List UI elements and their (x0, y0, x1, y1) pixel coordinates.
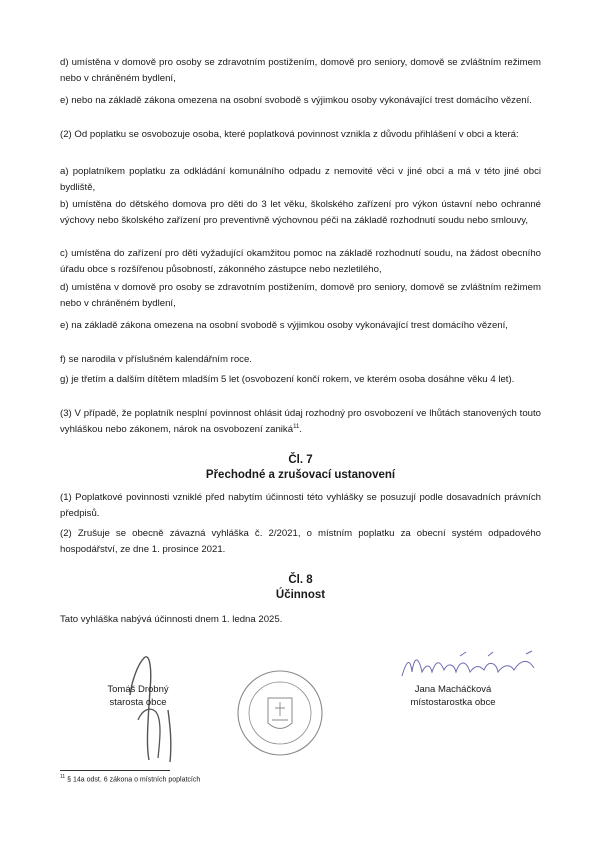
paragraph-d-1: d) umístěna v domově pro osoby se zdravotním postižením, domově pro seniory, domově se zvláštním režimem nebo v chráněném bydlení, (60, 57, 541, 84)
footnote-marker: 11 (60, 774, 66, 780)
paragraph-3-text: (3) V případě, že poplatník nesplní povinnost ohlásit údaj rozhodný pro osvobození ve lhůtách stanovených touto vyhláškou nebo zákonem, nárok na osvobození zaniká (60, 408, 541, 435)
paragraph-e-2: e) na základě zákona omezena na osobní svobodě s výjimkou osoby vykonávající trest domácího vězení, (60, 320, 508, 331)
signer-left-name: Tomáš Drobný (107, 684, 169, 695)
signer-right-name: Jana Macháčková (414, 684, 492, 695)
paragraph-a: a) poplatníkem poplatku za odkládání komunálního odpadu z nemovité věci v jiné obci a má v této jiné obci bydliště, (60, 166, 541, 193)
signer-right-role: místostarostka obce (410, 697, 496, 708)
signature-right-image (400, 650, 540, 686)
municipal-stamp-image (235, 668, 325, 758)
effective-date-text: Tato vyhláška nabývá účinnosti dnem 1. ledna 2025. (60, 614, 283, 625)
paragraph-c: c) umístěna do zařízení pro děti vyžadující okamžitou pomoc na základě rozhodnutí soudu, na žádost obecního úřadu obce s rozšířenou působností, zákonného zástupce nebo nezletilého, (60, 248, 541, 275)
article-7-paragraph-1: (1) Poplatkové povinnosti vzniklé před nabytím účinnosti této vyhlášky se posuzují podle dosavadních právních předpisů. (60, 492, 541, 519)
paragraph-d-2: d) umístěna v domově pro osoby se zdravotním postižením, domově pro seniory, domově se zvláštním režimem nebo v chráněném bydlení, (60, 282, 541, 309)
footnote-text: § 14a odst. 6 zákona o místních poplatcích (67, 776, 201, 784)
paragraph-f: f) se narodila v příslušném kalendářním roce. (60, 354, 252, 365)
article-7-title: Přechodné a zrušovací ustanovení (205, 469, 396, 481)
paragraph-e-1: e) nebo na základě zákona omezena na osobní svobodě s výjimkou osoby vykonávající trest domácího vězení. (60, 95, 532, 106)
footnote-reference: 11 (293, 423, 300, 430)
paragraph-2-exemption: (2) Od poplatku se osvobozuje osoba, které poplatková povinnost vznikla z důvodu přihlášení v obci a která: (60, 129, 519, 140)
footnote (60, 773, 200, 784)
paragraph-3-deadline: (3) V případě, že poplatník nesplní povinnost ohlásit údaj rozhodný pro osvobození ve lhůtách stanovených touto vyhláškou nebo zákonem, nárok na osvobození zaniká$^{11}$. (60, 408, 541, 435)
signer-left-role: starosta obce (109, 697, 167, 708)
paragraph-b: b) umístěna do dětského domova pro děti do 3 let věku, školského zařízení pro výkon ústavní nebo ochranné výchovy nebo školského zařízení pro preventivně výchovnou péči na základě rozhodnutí soudu nebo smlouvy, (60, 199, 541, 226)
article-7-paragraph-2: (2) Zrušuje se obecně závazná vyhláška č. 2/2021, o místním poplatku za obecní systém odpadového hospodářství, ze dne 1. prosince 2021. (60, 528, 541, 555)
footnote-divider (60, 770, 170, 771)
article-8-number: Čl. 8 (288, 574, 313, 586)
article-7-number: Čl. 7 (288, 454, 313, 466)
paragraph-g: g) je třetím a dalším dítětem mladším 5 let (osvobození končí rokem, ve kterém osoba dosáhne věku 4 let). (60, 374, 515, 385)
article-8-title: Účinnost (275, 589, 326, 601)
